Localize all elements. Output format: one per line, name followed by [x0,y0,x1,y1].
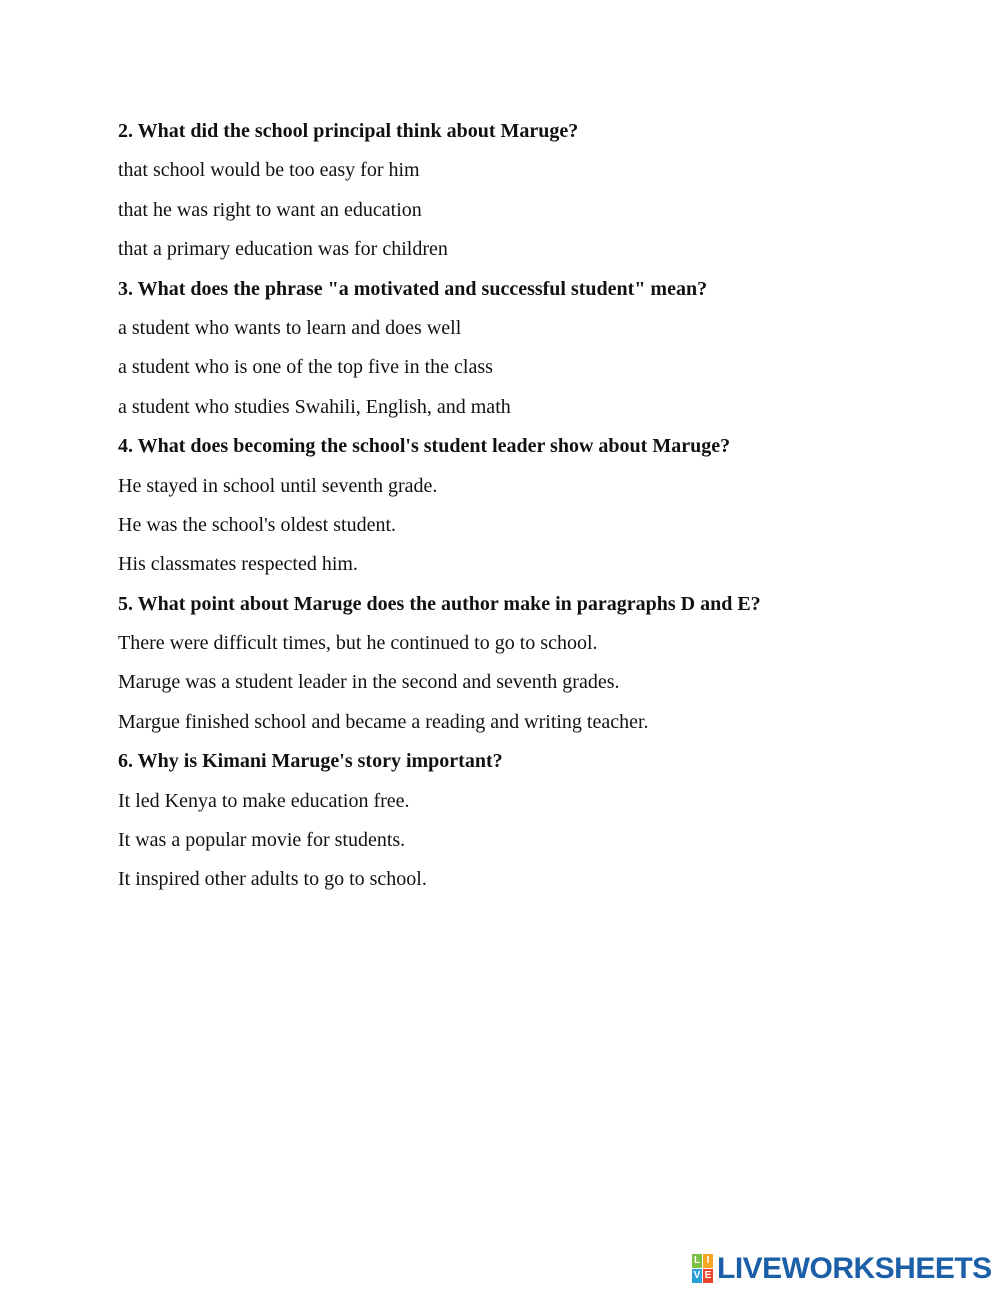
worksheet-questions [118,112,938,900]
answer-option[interactable]: a student who studies Swahili, English, and math [118,395,511,418]
answer-option[interactable]: that he was right to want an education [118,198,422,221]
badge-letter: E [704,1270,712,1281]
answer-option[interactable]: a student who wants to learn and does well [118,316,462,339]
question-5 [118,585,938,743]
answer-option[interactable]: It was a popular movie for students. [118,829,406,852]
answer-option[interactable]: It inspired other adults to go to school. [118,868,427,891]
answer-option[interactable]: that a primary education was for children [118,238,448,261]
liveworksheets-logo [692,1252,992,1286]
question-4 [118,427,938,585]
question-prompt: 4. What does becoming the school's student leader show about Maruge? [118,435,731,458]
brand-wordmark: LIVEWORKSHEETS [717,1252,992,1285]
question-prompt: 2. What did the school principal think about Maruge? [118,120,579,142]
question-prompt: 6. Why is Kimani Maruge's story important? [118,750,503,773]
live-badge-icon [692,1254,714,1284]
question-3 [118,270,938,428]
badge-letter: V [693,1270,701,1281]
answer-option[interactable]: a student who is one of the top five in the class [118,356,493,379]
question-prompt: 5. What point about Maruge does the author make in paragraphs D and E? [118,592,761,615]
answer-option[interactable]: that school would be too easy for him [118,159,420,182]
answer-option[interactable]: Margue finished school and became a reading and writing teacher. [118,710,649,733]
answer-option[interactable]: Maruge was a student leader in the second and seventh grades. [118,671,620,694]
answer-option[interactable]: He stayed in school until seventh grade. [118,474,438,497]
answer-option[interactable]: There were difficult times, but he continued to go to school. [118,632,598,655]
answer-option[interactable]: He was the school's oldest student. [118,513,397,536]
answer-option[interactable]: It led Kenya to make education free. [118,789,410,812]
answer-option[interactable]: His classmates respected him. [118,553,358,576]
question-prompt: 3. What does the phrase "a motivated and successful student" mean? [118,277,708,300]
badge-letter: I [703,1254,713,1268]
question-2 [118,112,938,270]
question-6 [118,742,938,900]
badge-letter: L [693,1255,701,1266]
